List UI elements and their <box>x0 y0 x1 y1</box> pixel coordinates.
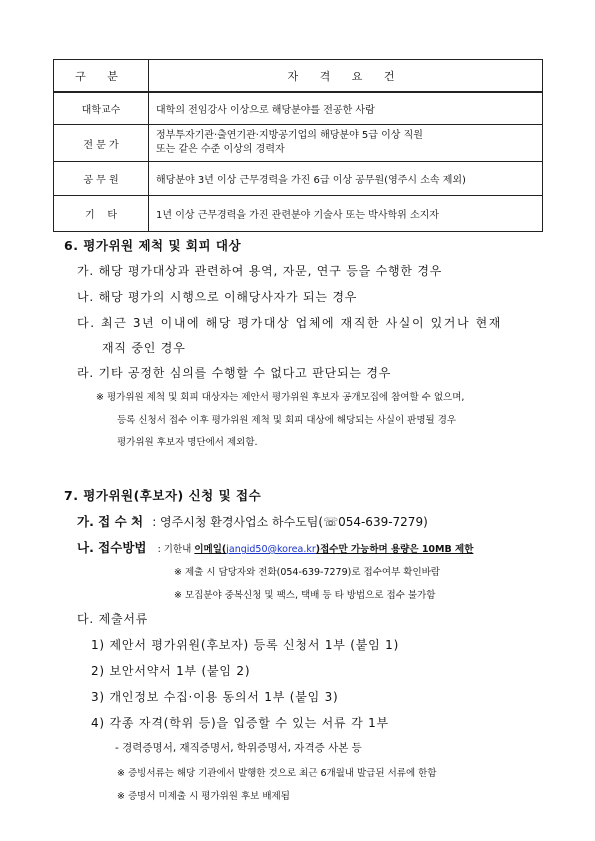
section-6-note: 평가위원 후보자 명단에서 제외함. <box>117 437 258 448</box>
section-6-item: 나. 해당 평가의 시행으로 이해당사자가 되는 경우 <box>77 290 358 304</box>
documents-note: ※ 증빙서류는 해당 기관에서 발행한 것으로 최근 6개월내 발급된 서류에 한함 <box>117 768 437 779</box>
document-item: 1) 제안서 평가위원(후보자) 등록 신청서 1부 (붙임 1) <box>91 638 400 652</box>
document-item: 3) 개인정보 수집·이용 동의서 1부 (붙임 3) <box>91 690 339 704</box>
row-category: 기 타 <box>54 196 149 232</box>
row-category: 전 문 가 <box>54 125 149 162</box>
document-item: 2) 보안서약서 1부 (붙임 2) <box>91 664 251 678</box>
submission-method-note: ※ 모집분야 중복신청 및 팩스, 택배 등 타 방법으로 접수 불가함 <box>174 590 436 601</box>
submission-method-bold: )접수만 가능하며 용량은 10MB 제한 <box>315 544 474 555</box>
documents-note: ※ 증명서 미제출 시 평가위원 후보 배제됨 <box>117 791 290 802</box>
document-detail: - 경력증명서, 재직증명서, 학위증명서, 자격증 사본 등 <box>115 742 362 754</box>
section-6-note: 등록 신청서 접수 이후 평가위원 제척 및 회피 대상에 해당되는 사실이 판명될 경우 <box>117 415 457 426</box>
submission-method-note: ※ 제출 시 담당자와 전화(054-639-7279)로 접수여부 확인바람 <box>174 567 440 578</box>
section-6-item: 가. 해당 평가대상과 관련하여 용역, 자문, 연구 등을 수행한 경우 <box>77 264 443 278</box>
row-requirement: 대학의 전임강사 이상으로 해당분야를 전공한 사람 <box>149 92 543 125</box>
submission-place <box>77 511 428 530</box>
row-requirement: 해당분야 3년 이상 근무경력을 가진 6급 이상 공무원(영주시 소속 제외) <box>149 162 543 196</box>
table-header-requirement: 자 격 요 건 <box>149 60 543 93</box>
row-requirement: 1년 이상 근무경력을 가진 관련분야 기술사 또는 박사학위 소지자 <box>149 196 543 232</box>
submission-method-label: 나. 접수방법 <box>77 540 147 555</box>
section-6-item: 라. 기타 공정한 심의를 수행할 수 없다고 판단되는 경우 <box>77 366 392 380</box>
table-row <box>54 196 543 232</box>
table-header-row <box>54 60 543 93</box>
qualification-table <box>53 59 543 232</box>
submission-place-text: : 영주시청 환경사업소 하수도팀(☏054-639-7279) <box>152 515 428 529</box>
submission-method <box>77 537 473 556</box>
submission-method-bold: 이메일( <box>194 544 227 555</box>
submission-place-label: 가. 접 수 처 <box>77 514 144 529</box>
documents-label: 다. 제출서류 <box>77 612 149 626</box>
document-item: 4) 각종 자격(학위 등)을 입증할 수 있는 서류 각 1부 <box>91 716 389 730</box>
row-category: 대학교수 <box>54 92 149 125</box>
table-row <box>54 92 543 125</box>
table-header-category: 구 분 <box>54 60 149 93</box>
section-6-note: ※ 평가위원 제척 및 회피 대상자는 제안서 평가위원 후보자 공개모집에 참여할 수 없으며, <box>96 392 465 403</box>
submission-method-prefix: : 기한내 <box>157 544 195 555</box>
section-6-item: 다. 최근 3년 이내에 해당 평가대상 업체에 재직한 사실이 있거나 현재 <box>77 316 502 330</box>
email-link[interactable]: jangid50@korea.kr <box>226 544 316 555</box>
row-requirement-line: 또는 같은 수준 이상의 경력자 <box>156 144 285 155</box>
table-row <box>54 162 543 196</box>
section-6-item-continued: 재직 중인 경우 <box>102 341 186 355</box>
table-row <box>54 125 543 162</box>
row-category: 공 무 원 <box>54 162 149 196</box>
row-requirement-line: 정부투자기관·출연기관·지방공기업의 해당분야 5급 이상 직원 <box>156 130 423 141</box>
section-7-title: 7. 평가위원(후보자) 신청 및 접수 <box>64 488 262 503</box>
section-6-title: 6. 평가위원 제척 및 회피 대상 <box>64 238 242 253</box>
row-requirement <box>149 125 543 162</box>
